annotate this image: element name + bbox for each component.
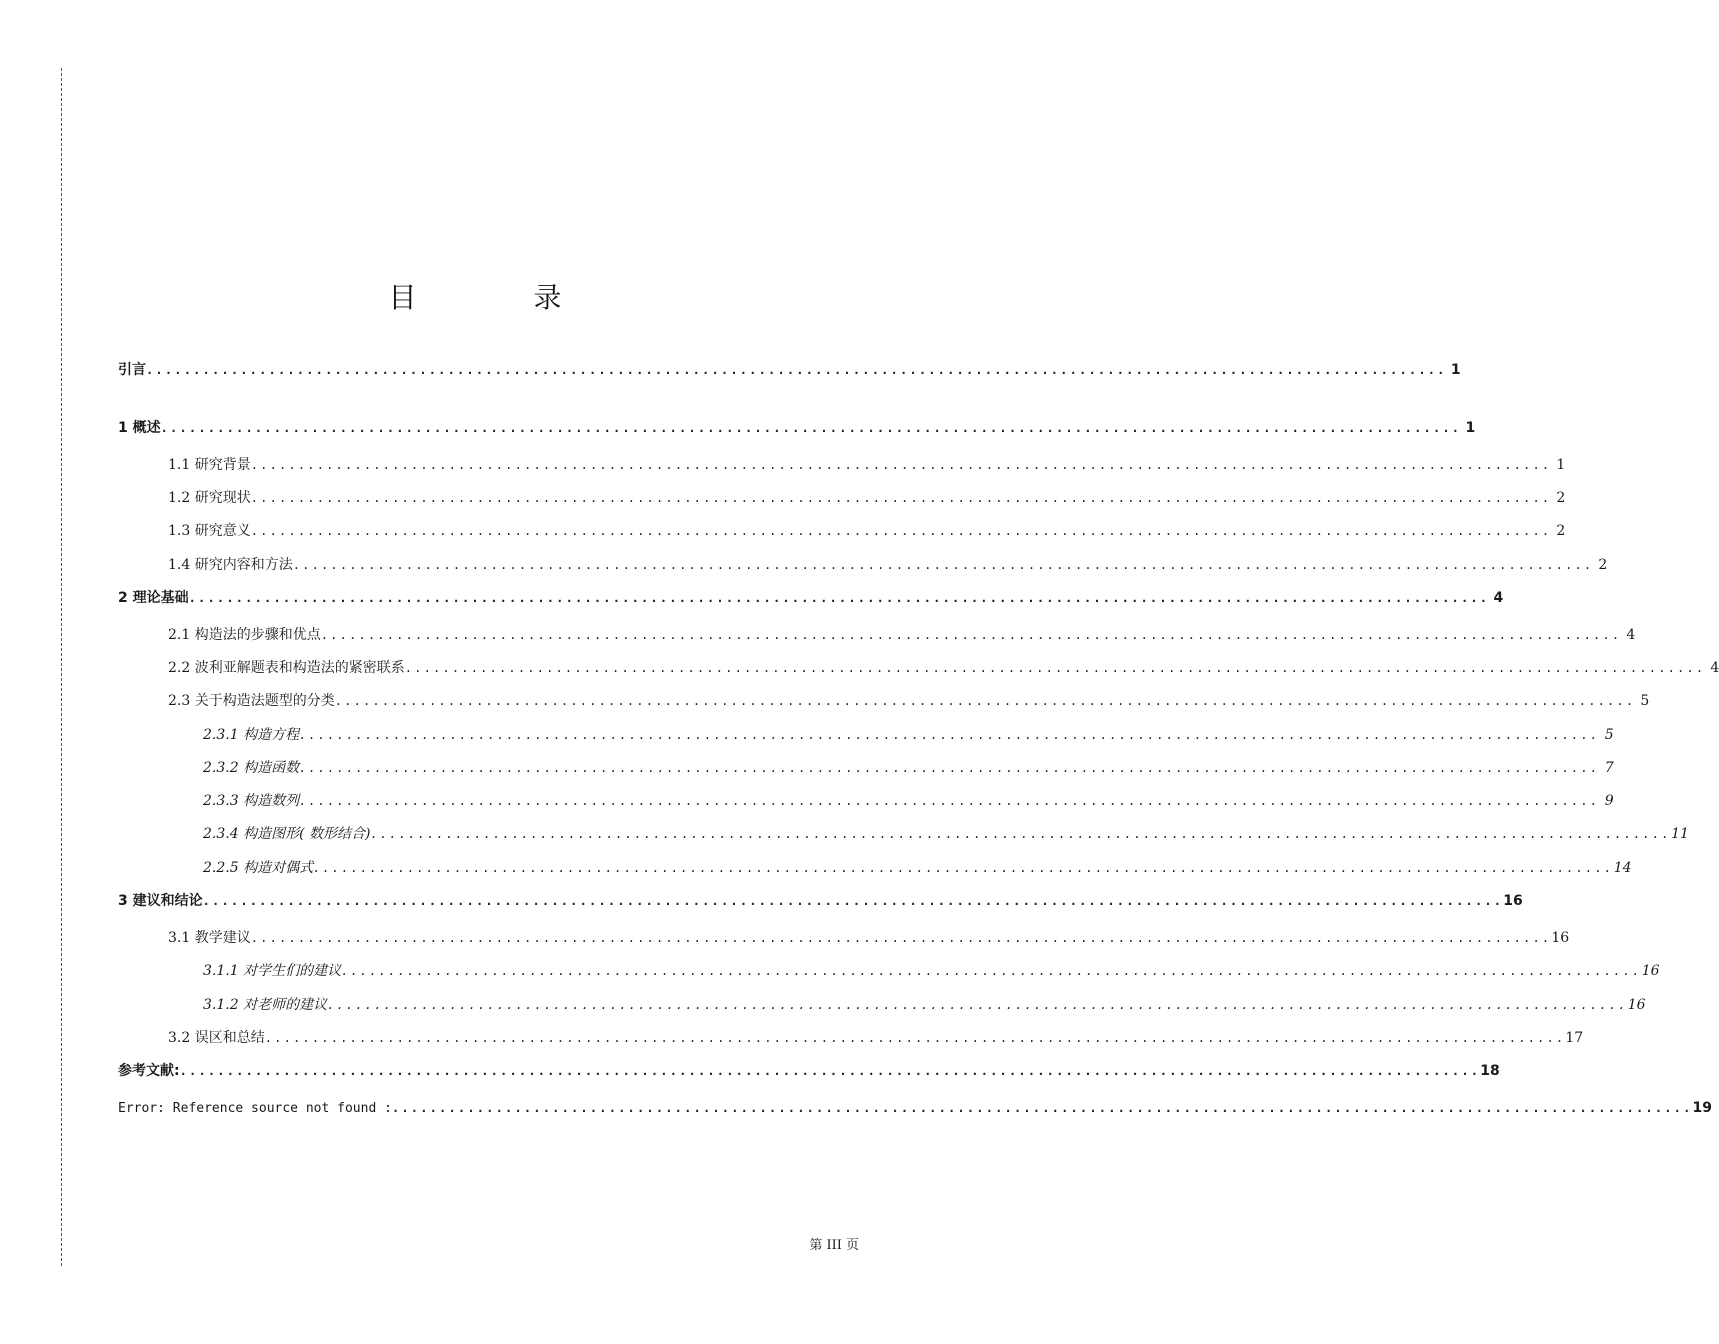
toc-entry-label: 3.2 误区和总结 xyxy=(168,1030,265,1046)
toc-entry-page: 16 xyxy=(1627,997,1646,1013)
toc-entry-page: 1 xyxy=(1450,362,1461,378)
toc-entry-label: 1.4 研究内容和方法 xyxy=(168,557,293,573)
toc-entry-label: 2.3.2 构造函数 xyxy=(203,760,300,776)
toc-entry-2-3-2[interactable]: 2.3.2 构造函数 .......................................................................................................................................... 7 xyxy=(203,753,846,783)
toc-entry-label: 2 理论基础 xyxy=(118,590,189,606)
toc-entry-2-3-1[interactable]: 2.3.1 构造方程 .......................................................................................................................................... 5 xyxy=(203,720,846,750)
page-number-footer: 第 III 页 xyxy=(809,1238,859,1253)
toc-entry-label: 1.1 研究背景 xyxy=(168,457,251,473)
toc-entry-3-2[interactable]: 3.2 误区和总结 .......................................................................................................................................... 17 xyxy=(168,1023,846,1053)
toc-entry-1-2[interactable]: 1.2 研究现状 .......................................................................................................................................... 2 xyxy=(168,483,846,513)
toc-entry-label: 参考文献: xyxy=(118,1063,180,1079)
toc-entry-introduction[interactable]: 引言 .......................................................................................................................................... 1 xyxy=(118,355,846,385)
toc-entry-page: 14 xyxy=(1613,860,1632,876)
toc-entry-page: 17 xyxy=(1565,1030,1584,1046)
toc-entry-3-1[interactable]: 3.1 教学建议 .......................................................................................................................................... 16 xyxy=(168,923,846,953)
toc-entry-label: 3 建议和结论 xyxy=(118,893,203,909)
toc-entry-page: 1 xyxy=(1465,420,1476,436)
toc-entry-page: 2 xyxy=(1556,490,1566,506)
toc-entry-label: 1.3 研究意义 xyxy=(168,523,251,539)
toc-entry-label: 2.3.1 构造方程 xyxy=(203,727,300,743)
toc-entry-page: 2 xyxy=(1598,557,1608,573)
toc-entry-label: 3.1 教学建议 xyxy=(168,930,251,946)
toc-entry-2[interactable]: 2 理论基础 .......................................................................................................................................... 4 xyxy=(118,583,846,613)
toc-entry-label: 2.2.5 构造对偶式 xyxy=(203,860,314,876)
toc-entry-page: 5 xyxy=(1640,693,1650,709)
toc-entry-page: 9 xyxy=(1604,793,1614,809)
toc-entry-3-1-2[interactable]: 3.1.2 对老师的建议 .......................................................................................................................................... 16 xyxy=(203,990,846,1020)
toc-entry-label: 2.3.3 构造数列 xyxy=(203,793,300,809)
toc-entry-1-1[interactable]: 1.1 研究背景 .......................................................................................................................................... 1 xyxy=(168,450,846,480)
toc-entry-2-3[interactable]: 2.3 关于构造法题型的分类 .......................................................................................................................................... 5 xyxy=(168,686,846,716)
toc-entry-3[interactable]: 3 建议和结论 .......................................................................................................................................... 16 xyxy=(118,886,846,916)
toc-entry-page: 16 xyxy=(1641,963,1660,979)
toc-entry-2-3-3[interactable]: 2.3.3 构造数列 .......................................................................................................................................... 9 xyxy=(203,786,846,816)
toc-entry-page: 11 xyxy=(1671,826,1689,842)
toc-entry-page: 5 xyxy=(1604,727,1614,743)
toc-entry-page: 18 xyxy=(1480,1063,1500,1079)
toc-entry-2-3-4[interactable]: 2.3.4 构造图形( 数形结合) .......................................................................................................................................... 11 xyxy=(203,819,846,849)
toc-entry-2-1[interactable]: 2.1 构造法的步骤和优点 .......................................................................................................................................... 4 xyxy=(168,620,846,650)
toc-entry-1[interactable]: 1 概述 .......................................................................................................................................... 1 xyxy=(118,413,846,443)
toc-entry-page: 1 xyxy=(1556,457,1566,473)
toc-entry-1-4[interactable]: 1.4 研究内容和方法 .......................................................................................................................................... 2 xyxy=(168,550,846,580)
toc-entry-error-reference[interactable]: Error: Reference source not found : .......................................................................................................................................... 19 xyxy=(118,1093,846,1123)
toc-entry-page: 2 xyxy=(1556,523,1566,539)
toc-entry-3-1-1[interactable]: 3.1.1 对学生们的建议 .......................................................................................................................................... 16 xyxy=(203,956,846,986)
toc-entry-label: 2.3 关于构造法题型的分类 xyxy=(168,693,335,709)
toc-entry-page: 7 xyxy=(1604,760,1614,776)
toc-entry-page: 4 xyxy=(1626,627,1636,643)
toc-entry-label: 1 概述 xyxy=(118,420,161,436)
toc-entry-label: Error: Reference source not found : xyxy=(118,1101,392,1116)
toc-entry-2-2-5[interactable]: 2.2.5 构造对偶式 .......................................................................................................................................... 14 xyxy=(203,853,846,883)
toc-entry-page: 19 xyxy=(1692,1100,1713,1116)
toc-entry-label: 3.1.1 对学生们的建议 xyxy=(203,963,342,979)
toc-entry-page: 16 xyxy=(1551,930,1570,946)
page-title: 目 录 xyxy=(388,281,616,314)
toc-entry-label: 1.2 研究现状 xyxy=(168,490,251,506)
binding-margin-line xyxy=(61,68,62,1266)
toc-entry-label: 3.1.2 对老师的建议 xyxy=(203,997,328,1013)
toc-entry-page: 4 xyxy=(1493,590,1504,606)
toc-entry-1-3[interactable]: 1.3 研究意义 .......................................................................................................................................... 2 xyxy=(168,516,846,546)
toc-entry-label: 2.1 构造法的步骤和优点 xyxy=(168,627,321,643)
toc-entry-label: 引言 xyxy=(118,362,146,378)
toc-entry-page: 16 xyxy=(1503,893,1523,909)
toc-entry-label: 2.2 波利亚解题表和构造法的紧密联系 xyxy=(168,660,405,676)
toc-entry-2-2[interactable]: 2.2 波利亚解题表和构造法的紧密联系 .......................................................................................................................................... 4 xyxy=(168,653,846,683)
toc-entry-page: 4 xyxy=(1710,660,1719,676)
toc-entry-references[interactable]: 参考文献: .......................................................................................................................................... 18 xyxy=(118,1056,846,1086)
toc-entry-label: 2.3.4 构造图形( 数形结合) xyxy=(203,826,371,842)
